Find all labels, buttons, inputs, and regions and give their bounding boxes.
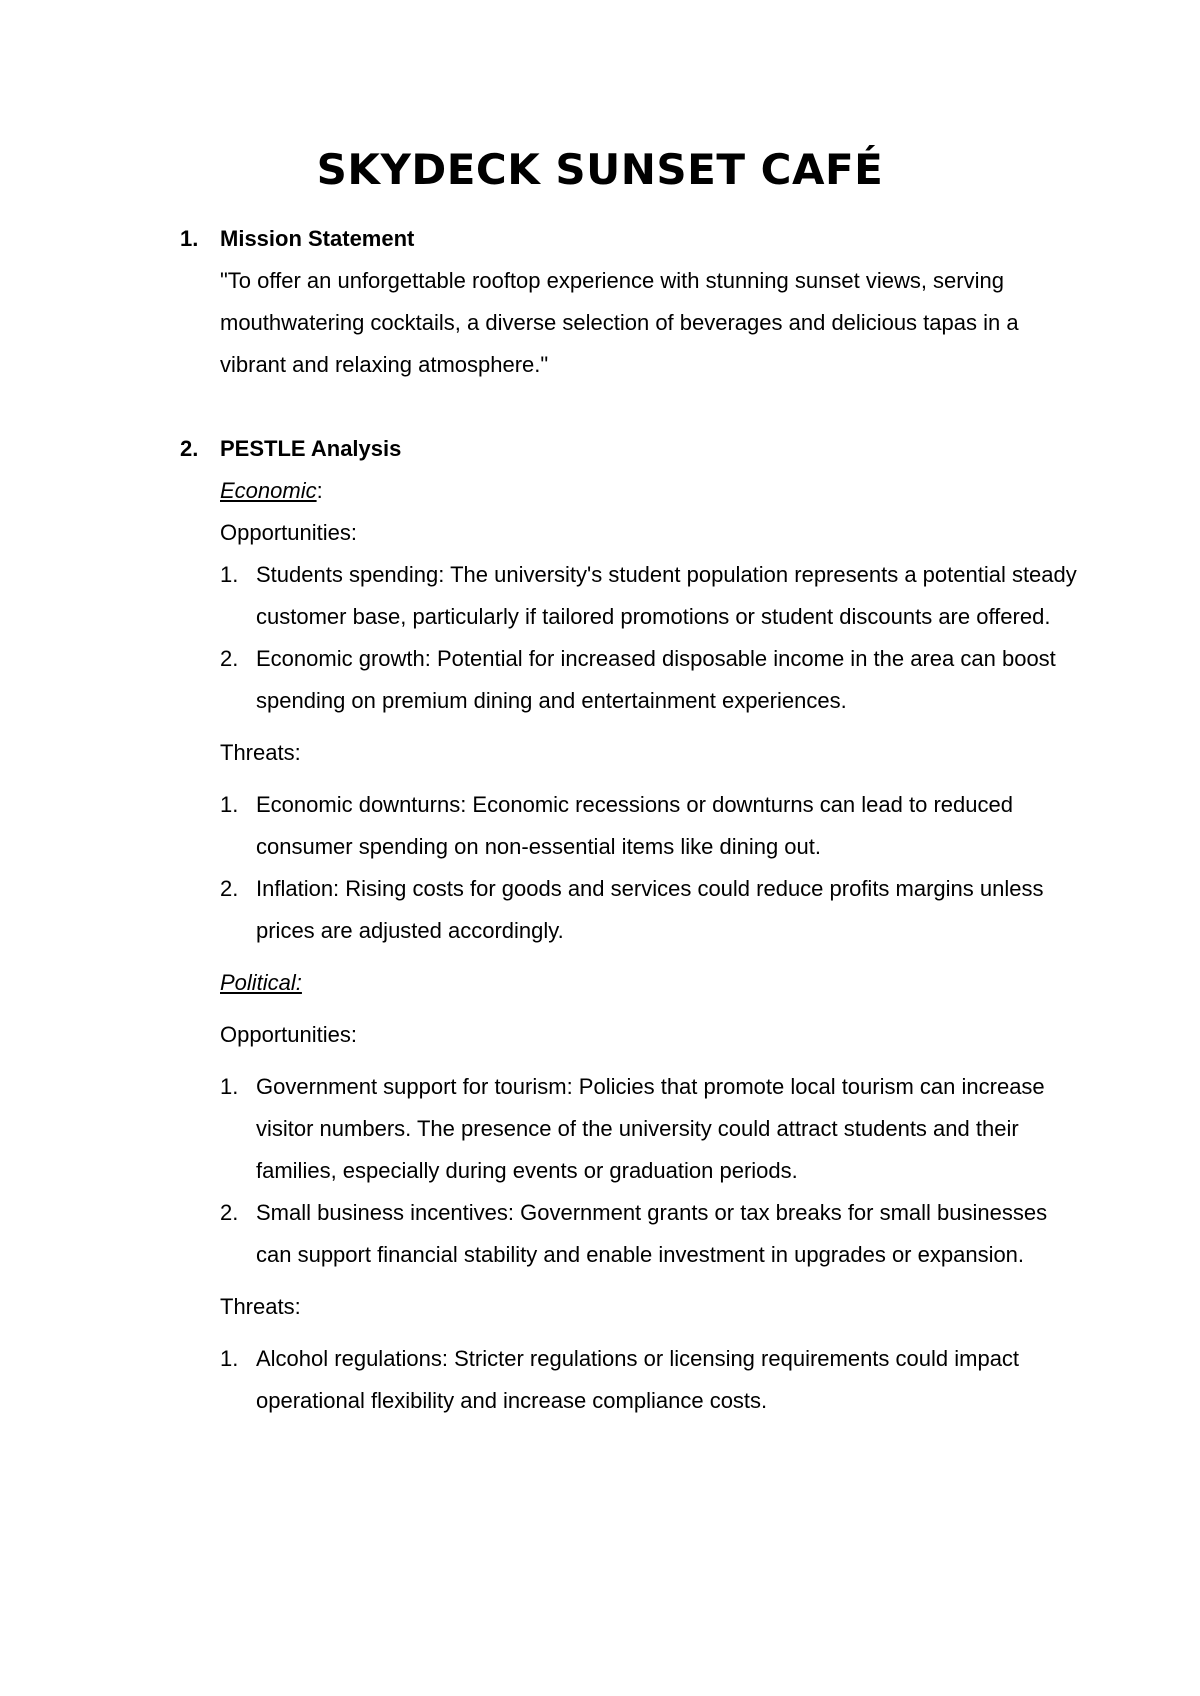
list-item-text: Inflation: Rising costs for goods and services could reduce profits margins unless prices are adjusted accordingly. xyxy=(256,876,1044,943)
list-item-text: Alcohol regulations: Stricter regulations or licensing requirements could impact operational flexibility and increase compliance costs. xyxy=(256,1346,1020,1413)
list-item xyxy=(220,554,1080,638)
list-item xyxy=(220,1338,1080,1422)
economic-label-suffix: : xyxy=(316,478,323,503)
political-opportunities-label: Opportunities: xyxy=(220,1022,357,1047)
economic-threats-label: Threats: xyxy=(220,740,301,765)
section-number: 2. xyxy=(180,436,199,461)
list-item xyxy=(220,868,1080,952)
political-threats-label: Threats: xyxy=(220,1294,301,1319)
list-item-number: 2. xyxy=(220,1200,239,1225)
section-spacer xyxy=(180,386,1080,428)
political-opportunities-list xyxy=(220,1066,1080,1276)
list-item-number: 2. xyxy=(220,876,239,901)
list-item-text: Economic growth: Potential for increased disposable income in the area can boost spending on premium dining and entertainment experiences. xyxy=(256,646,1056,713)
list-item-number: 1. xyxy=(220,792,239,817)
political-label: Political: xyxy=(220,970,302,995)
list-item xyxy=(220,638,1080,722)
list-item-text: Small business incentives: Government grants or tax breaks for small businesses can support financial stability and enable investment in upgrades or expansion. xyxy=(256,1200,1048,1267)
list-item-text: Students spending: The university's student population represents a potential steady customer base, particularly if tailored promotions or student discounts are offered. xyxy=(256,562,1077,629)
economic-opportunities-list xyxy=(220,554,1080,722)
economic-subheading xyxy=(220,470,1080,512)
list-item-number: 2. xyxy=(220,646,239,671)
section-heading: PESTLE Analysis xyxy=(220,436,402,461)
list-item-number: 1. xyxy=(220,562,239,587)
list-item xyxy=(220,1192,1080,1276)
political-subheading xyxy=(220,962,1080,1004)
list-item-number: 1. xyxy=(220,1074,239,1099)
section-number: 1. xyxy=(180,226,199,251)
document-title: SKYDECK SUNSET CAFÉ xyxy=(316,145,884,194)
economic-label: Economic xyxy=(220,478,317,503)
section-mission-statement xyxy=(180,218,1080,386)
economic-opportunities-label: Opportunities: xyxy=(220,520,357,545)
list-item-text: Economic downturns: Economic recessions or downturns can lead to reduced consumer spending on non-essential items like dining out. xyxy=(256,792,1013,859)
list-item-number: 1. xyxy=(220,1346,239,1371)
document-body xyxy=(180,218,1080,1422)
mission-statement-text: "To offer an unforgettable rooftop experience with stunning sunset views, serving mouthwatering cocktails, a diverse selection of beverages and delicious tapas in a vibrant and relaxing atmosphere." xyxy=(220,268,1019,377)
economic-threats-list xyxy=(220,784,1080,952)
section-heading: Mission Statement xyxy=(220,226,415,251)
list-item xyxy=(220,1066,1080,1192)
political-threats-list xyxy=(220,1338,1080,1422)
list-item-text: Government support for tourism: Policies that promote local tourism can increase visitor numbers. The presence of the university could attract students and their families, especially during events or graduation periods. xyxy=(256,1074,1045,1183)
list-item xyxy=(220,784,1080,868)
section-pestle-analysis xyxy=(180,428,1080,1422)
